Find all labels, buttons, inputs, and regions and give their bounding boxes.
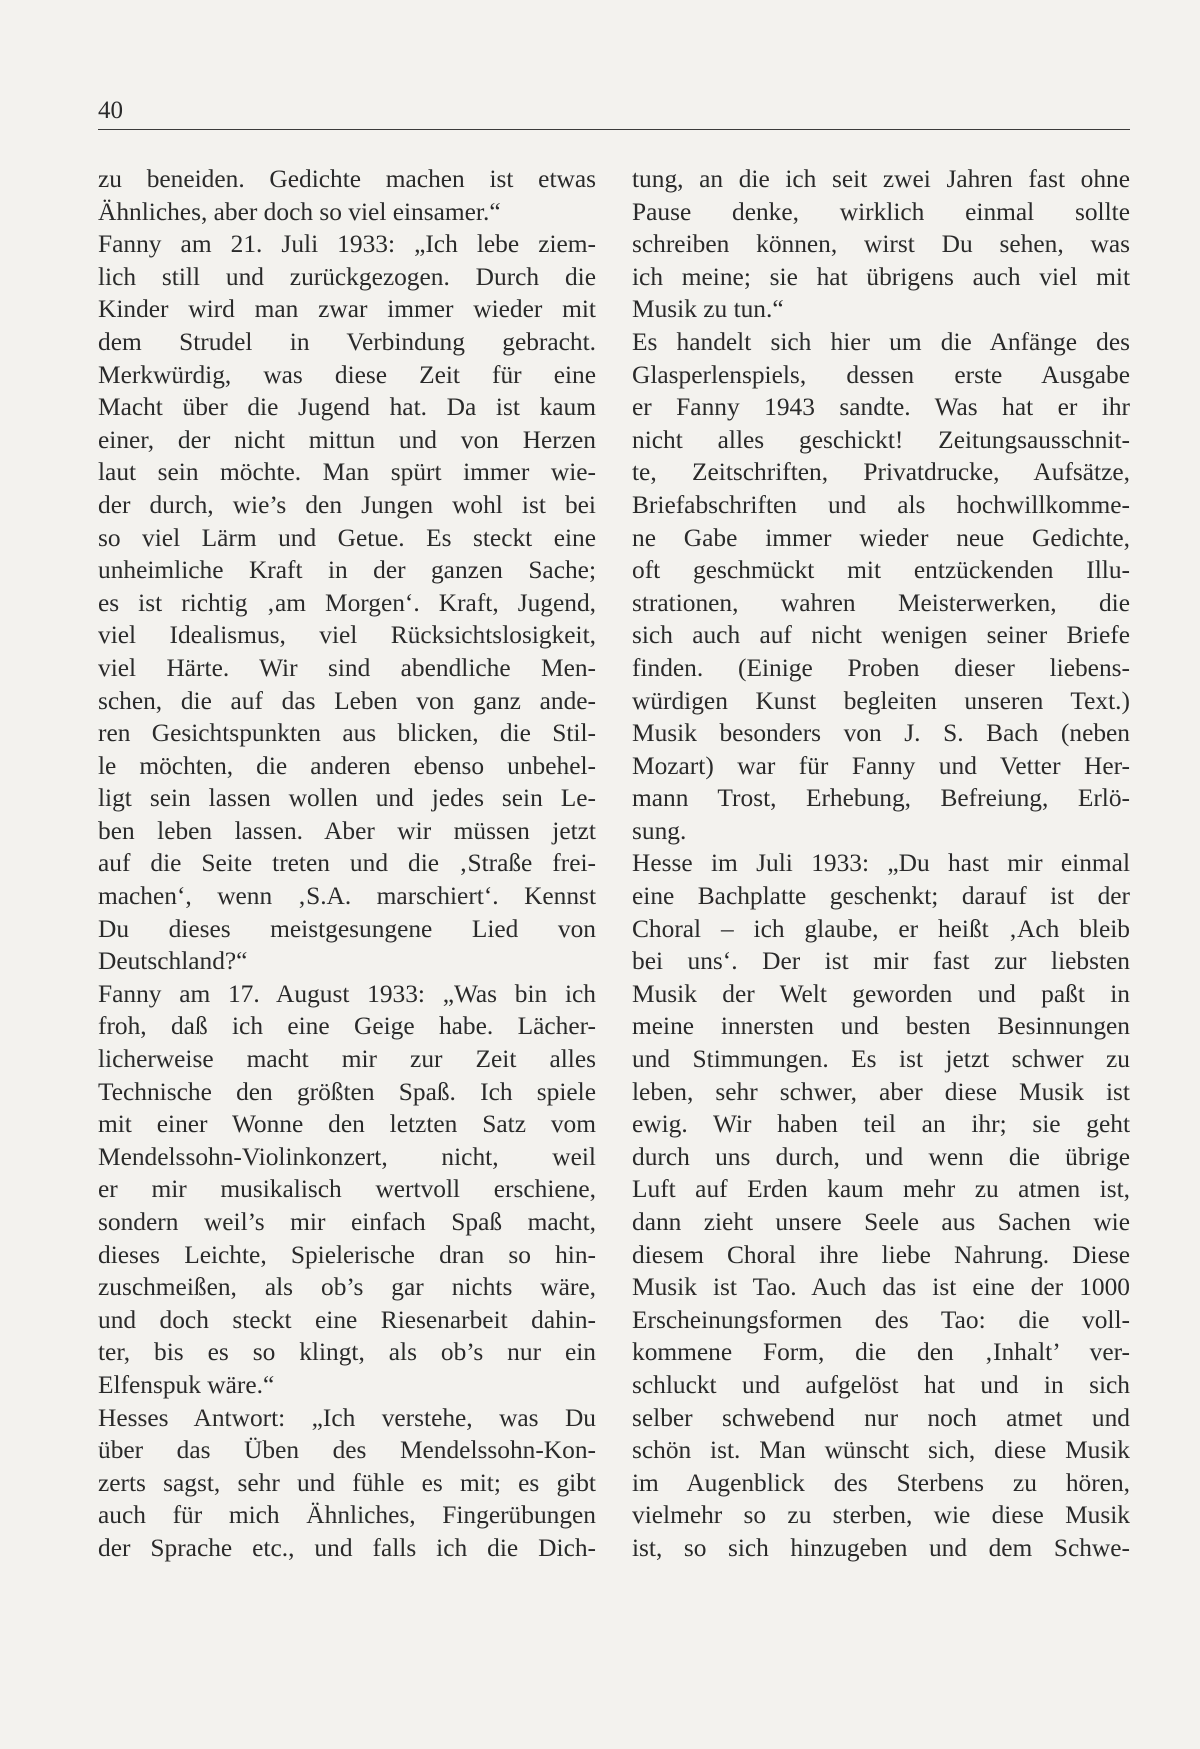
text-line: Briefabschriften und als hochwillkomme- [632, 490, 1130, 519]
text-line: bei uns‘. Der ist mir fast zur liebsten [632, 947, 1130, 976]
text-line: Mozart) war für Fanny und Vetter Her- [632, 751, 1130, 780]
text-line: zuschmeißen, als ob’s gar nichts wäre, [98, 1273, 596, 1302]
text-line: Macht über die Jugend hat. Da ist kaum [98, 393, 596, 422]
text-line: zerts sagst, sehr und fühle es mit; es gibt [98, 1468, 596, 1497]
text-line: eine Bachplatte geschenkt; darauf ist der [632, 882, 1130, 911]
text-line: Du dieses meistgesungene Lied von [98, 914, 596, 943]
text-line: licherweise macht mir zur Zeit alles [98, 1045, 596, 1074]
text-line: auf die Seite treten und die ‚Straße frei- [98, 849, 596, 878]
text-line: ren Gesichtspunkten aus blicken, die Stil- [98, 719, 596, 748]
text-line: Hesse im Juli 1933: „Du hast mir einmal [632, 849, 1130, 878]
text-line: Elfenspuk wäre.“ [98, 1370, 275, 1399]
text-line: froh, daß ich eine Geige habe. Lächer- [98, 1012, 596, 1041]
text-line: ter, bis es so klingt, als ob’s nur ein [98, 1338, 596, 1367]
text-line: laut sein möchte. Man spürt immer wie- [98, 458, 596, 487]
text-line: Musik zu tun.“ [632, 295, 784, 324]
text-line: dann zieht unsere Seele aus Sachen wie [632, 1208, 1130, 1236]
text-line: tung, an die ich seit zwei Jahren fast ohne [632, 165, 1130, 193]
text-line: einer, der nicht mittun und von Herzen [98, 425, 596, 454]
text-line: nicht alles geschickt! Zeitungsausschnit- [632, 425, 1130, 454]
text-line: Pause denke, wirklich einmal sollte [632, 197, 1130, 226]
text-line: dem Strudel in Verbindung gebracht. [98, 327, 596, 356]
text-line: oft geschmückt mit entzückenden Illu- [632, 556, 1130, 585]
left-text-column [98, 163, 596, 1565]
text-line: ligt sein lassen wollen und jedes sein Le- [98, 784, 596, 813]
text-line: kommene Form, die den ‚Inhalt’ ver- [632, 1338, 1130, 1367]
text-line: sondern weil’s mir einfach Spaß macht, [98, 1208, 596, 1236]
text-line: Musik der Welt geworden und paßt in [632, 979, 1130, 1008]
text-line: Mendelssohn-Violinkonzert, nicht, weil [98, 1142, 596, 1171]
text-line: lich still und zurückgezogen. Durch die [98, 262, 596, 291]
text-line: mann Trost, Erhebung, Befreiung, Erlö- [632, 784, 1130, 813]
text-line: mit einer Wonne den letzten Satz vom [98, 1110, 596, 1139]
text-line: machen‘, wenn ‚S.A. marschiert‘. Kennst [98, 882, 596, 911]
text-line: viel Härte. Wir sind abendliche Men- [98, 653, 596, 682]
text-line: Deutschland?“ [98, 947, 248, 976]
text-line: durch uns durch, und wenn die übrige [632, 1142, 1130, 1171]
text-line: es ist richtig ‚am Morgen‘. Kraft, Jugend, [98, 588, 596, 617]
text-line: strationen, wahren Meisterwerken, die [632, 588, 1130, 617]
text-line: meine innersten und besten Besinnungen [632, 1012, 1130, 1041]
text-line: Es handelt sich hier um die Anfänge des [632, 327, 1130, 356]
text-line: auch für mich Ähnliches, Fingerübungen [98, 1501, 596, 1530]
text-line: schreiben können, wirst Du sehen, was [632, 230, 1130, 259]
text-line: schön ist. Man wünscht sich, diese Musik [632, 1436, 1130, 1465]
text-line: viel Idealismus, viel Rücksichtslosigkeit, [98, 621, 596, 650]
text-line: Glasperlenspiels, dessen erste Ausgabe [632, 360, 1130, 389]
text-line: unheimliche Kraft in der ganzen Sache; [98, 556, 596, 585]
text-line: Merkwürdig, was diese Zeit für eine [98, 360, 596, 389]
text-line: schen, die auf das Leben von ganz ande- [98, 686, 596, 715]
text-line: leben, sehr schwer, aber diese Musik ist [632, 1077, 1130, 1106]
text-line: Choral – ich glaube, er heißt ‚Ach bleib [632, 914, 1130, 943]
text-line: Ähnliches, aber doch so viel einsamer.“ [98, 197, 501, 226]
text-line: schluckt und aufgelöst hat und in sich [632, 1370, 1130, 1399]
text-line: über das Üben des Mendelssohn-Kon- [98, 1436, 596, 1465]
text-line: ben leben lassen. Aber wir müssen jetzt [98, 816, 596, 845]
text-line: selber schwebend nur noch atmet und [632, 1403, 1130, 1432]
text-line: im Augenblick des Sterbens zu hören, [632, 1468, 1130, 1497]
text-line: Technische den größten Spaß. Ich spiele [98, 1077, 596, 1106]
text-line: ewig. Wir haben teil an ihr; sie geht [632, 1110, 1130, 1139]
text-line: sich auch auf nicht wenigen seiner Briefe [632, 621, 1130, 650]
text-line: Fanny am 21. Juli 1933: „Ich lebe ziem- [98, 230, 596, 259]
text-line: finden. (Einige Proben dieser liebens- [632, 653, 1130, 682]
text-line: sung. [632, 816, 687, 845]
text-line: ist, so sich hinzugeben und dem Schwe- [632, 1533, 1130, 1562]
text-line: le möchten, die anderen ebenso unbehel- [98, 751, 596, 780]
text-line: der durch, wie’s den Jungen wohl ist bei [98, 490, 596, 519]
header-rule [98, 129, 1130, 130]
right-text-column [632, 163, 1130, 1565]
text-line: so viel Lärm und Getue. Es steckt eine [98, 523, 596, 552]
text-line: er mir musikalisch wertvoll erschiene, [98, 1175, 596, 1204]
text-line: Hesses Antwort: „Ich verstehe, was Du [98, 1403, 596, 1432]
text-line: der Sprache etc., und falls ich die Dich- [98, 1533, 596, 1562]
text-line: te, Zeitschriften, Privatdrucke, Aufsätze, [632, 458, 1130, 487]
text-line: dieses Leichte, Spielerische dran so hin- [98, 1240, 596, 1269]
text-line: Musik ist Tao. Auch das ist eine der 1000 [632, 1273, 1130, 1302]
text-line: er Fanny 1943 sandte. Was hat er ihr [632, 393, 1130, 422]
text-line: und Stimmungen. Es ist jetzt schwer zu [632, 1045, 1130, 1074]
text-line: und doch steckt eine Riesenarbeit dahin- [98, 1305, 596, 1334]
text-line: zu beneiden. Gedichte machen ist etwas [98, 165, 596, 193]
text-line: Luft auf Erden kaum mehr zu atmen ist, [632, 1175, 1130, 1204]
text-line: Kinder wird man zwar immer wieder mit [98, 295, 596, 324]
text-line: diesem Choral ihre liebe Nahrung. Diese [632, 1240, 1130, 1269]
text-line: ich meine; sie hat übrigens auch viel mit [632, 262, 1130, 291]
text-line: würdigen Kunst begleiten unseren Text.) [632, 686, 1130, 715]
text-line: Musik besonders von J. S. Bach (neben [632, 719, 1130, 748]
text-line: Fanny am 17. August 1933: „Was bin ich [98, 979, 596, 1008]
text-line: Erscheinungsformen des Tao: die voll- [632, 1305, 1130, 1334]
text-line: ne Gabe immer wieder neue Gedichte, [632, 523, 1130, 552]
text-line: vielmehr so zu sterben, wie diese Musik [632, 1501, 1130, 1530]
page-number: 40 [98, 97, 123, 124]
